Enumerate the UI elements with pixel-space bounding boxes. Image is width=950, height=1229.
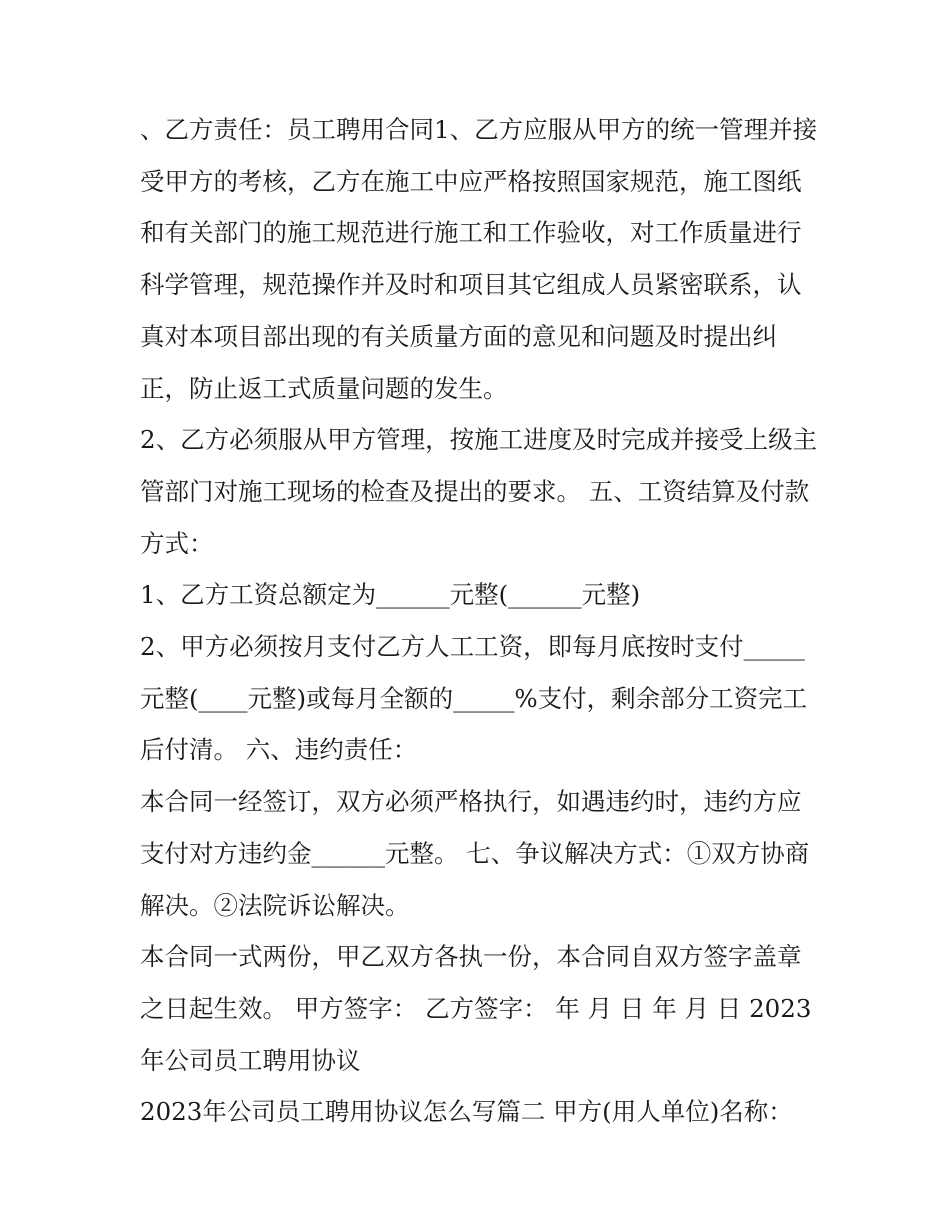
paragraph-total-wage: 1、乙方工资总额定为______元整(______元整) (140, 580, 641, 610)
paragraph-monthly-payment: 2、甲方必须按月支付乙方人工工资，即每月底按时支付_____元整(____元整)或每月全额的_____%支付，剩余部分工资完工后付清。 六、违约责任： (140, 632, 808, 765)
paragraph-second-agreement-heading: 2023年公司员工聘用协议怎么写篇二 甲方(用人单位)名称： (140, 1097, 793, 1127)
paragraph-obey-management: 2、乙方必须服从甲方管理，按施工进度及时完成并接受上级主管部门对施工现场的检查及提出的要求。 五、工资结算及付款方式： (140, 425, 818, 558)
paragraph-breach-liability: 本合同一经签订，双方必须严格执行，如遇违约时，违约方应支付对方违约金______元整。 七、争议解决方式：①双方协商解决。②法院诉讼解决。 (140, 787, 810, 920)
paragraph-party-b-duties: 、乙方责任：员工聘用合同1、乙方应服从甲方的统一管理并接受甲方的考核，乙方在施工中应严格按照国家规范，施工图纸和有关部门的施工规范进行施工和工作验收，对工作质量进行科学管理，规范操作并及时和项目其它组成人员紧密联系，认真对本项目部出现的有关质量方面的意见和问题及时提出纠正，防止返工式质量问题的发生。 (140, 115, 818, 403)
paragraph-effectiveness-signatures: 本合同一式两份，甲乙双方各执一份，本合同自双方签字盖章之日起生效。 甲方签字： 乙方签字： 年 月 日 年 月 日 2023年公司员工聘用协议 (140, 942, 812, 1075)
document-page (140, 104, 820, 1138)
